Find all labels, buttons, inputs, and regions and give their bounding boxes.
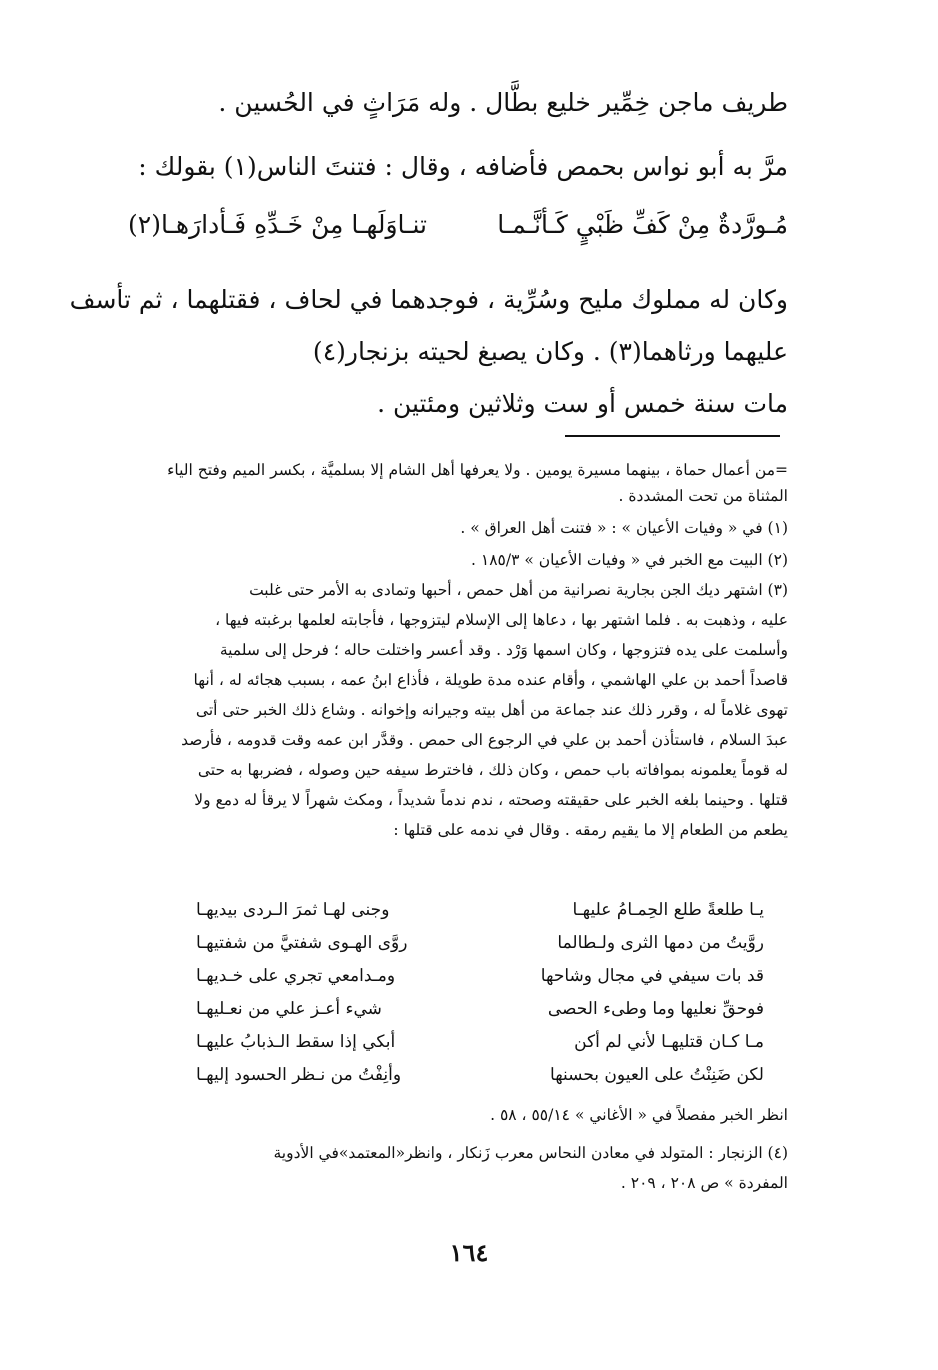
quoted-verse [128, 210, 788, 250]
page-number: ١٦٤ [449, 1238, 489, 1267]
verse-row [168, 1032, 788, 1062]
main-line-2: مرَّ به أبو نواس بحمص فأضافه ، وقال : فتنتَ الناس(١) بقولك : [138, 152, 788, 181]
footnote-line: يطعم من الطعام إلا ما يقيم رمقه . وقال في ندمه على قتلها : [393, 821, 788, 839]
footnote-line: قاصداً أحمد بن علي الهاشمي ، وأقام عنده مدة طويلة ، فأذاع ابنُ عمه ، بسبب هجائه له ، أنها [193, 671, 788, 689]
footnote-line: المثناة من تحت المشددة . [618, 487, 788, 505]
verse-first-half: فوحقِّ نعليها وما وطىء الحصى [547, 999, 764, 1019]
footnote-line: له قوماً يعلمونه بموافاته باب حمص ، وكان ذلك ، فاخترط سيفه حين وصوله ، فضربها به حتى [197, 761, 788, 779]
footnotes [108, 460, 788, 850]
footnote-4: (٤) الزنجار : المتولد في معادن النحاس معرب زَنكار ، وانظر«المعتمد»في الأدوية [273, 1144, 788, 1162]
verse-second-half: وجنى لهـا ثمرَ الـردى بيديهـا [196, 900, 390, 920]
verse-first-half: يـا طلعةً طلع الحِمـامُ عليهـا [572, 900, 764, 920]
footnote-line: =من أعمال حماة ، بينهما مسيرة يومين . ولا يعرفها أهل الشام إلا بسلميَّة ، بكسر الميم وفتح الياء [167, 461, 788, 479]
footnote-line: تهوى غلاماً له ، وقرر ذلك عند جماعة من أهل بيته وجيرانه وإخوانه . وشاع ذلك الخبر حتى أتى [195, 701, 788, 719]
verse-second-half: وأنِفْتُ من نـظر الحسود إليهـا [196, 1065, 402, 1085]
verse-second-half: شيء أعـز علي من نعـليهـا [196, 999, 382, 1019]
verse-row [168, 999, 788, 1029]
main-line-3: وكان له مملوك مليح وسُرِّية ، فوجدهما في لحاف ، فقتلهما ، ثم تأسف [69, 285, 788, 314]
verse-second-half: أبكي إذا سقط الـذبابُ عليهـا [196, 1032, 396, 1052]
verse-row [168, 933, 788, 963]
verse-row [168, 900, 788, 930]
main-text [138, 88, 788, 182]
footnote-line: المفردة » ص ٢٠٨ ، ٢٠٩ . [620, 1174, 788, 1192]
verse-row [168, 966, 788, 996]
verse-second-half: روَّى الهـوى شفتيَّ من شفتيهـا [196, 933, 408, 953]
verse-first-half: لكن ضَنِنْتُ على العيون بحسنها [550, 1065, 764, 1085]
footnote-line: عبدَ السلام ، فاستأذن أحمد بن علي في الرجوع الى حمص . وقدَّر ابن عمه وقت قدومه ، فأرصد [181, 731, 788, 749]
verse-row [168, 1065, 788, 1095]
footnote-line: وأسلمت على يده فتزوجها ، وكان اسمها وَرْد . وقد أعسر واختلت حاله ؛ فرحل إلى سلمية [219, 641, 788, 659]
verse-second-hemistich: تنـاوَلَهـا مِنْ خَـدِّهِ فَـأدارَهـا(٢) [128, 210, 427, 239]
footnote-line: قتلها . وحينما بلغه الخبر على حقيقته وصحته ، ندم ندماً شديداً ، ومكث شهراً لا يرقأ له دمع ولا [194, 791, 788, 809]
main-line-1: طريف ماجن خِمِّير خليع بطَّال . وله مَرَاثٍ في الحُسين . [218, 88, 788, 117]
verse-first-half: مـا كـان قتليهـا لأني لم أكن [574, 1032, 764, 1052]
main-line-5: مات سنة خمس أو ست وثلاثين ومئتين . [377, 389, 788, 418]
footnote-separator [565, 435, 780, 437]
footnote-2: (٢) البيت مع الخبر في « وفيات الأعيان » ١٨٥/٣ . [471, 551, 788, 569]
verse-second-half: ومـدامعي تجري على خـديهـا [196, 966, 396, 986]
main-line-4: عليهما ورثاهما(٣) . وكان يصبغ لحيته بزنجار(٤) [312, 337, 788, 366]
footnotes-continued [108, 1105, 788, 1203]
aghani-reference: انظر الخبر مفصلاً في « الأغاني » ٥٥/١٤ ، ٥٨ . [490, 1106, 788, 1124]
verse-first-half: روَّيتُ من دمها الثرى ولـطالما [557, 933, 764, 953]
footnote-line: عليه ، وذهبت به . فلما اشتهر بها ، دعاها إلى الإسلام ليتزوجها ، فأجابته لعلمها برغبته فيها ، [215, 611, 788, 629]
main-text-continued [69, 285, 788, 419]
verse-first-half: قد بات سيفي في مجال وشاحها [540, 966, 764, 986]
footnote-3: (٣) اشتهر ديك الجن بجارية نصرانية من أهل حمص ، أحبها وتمادى به الأمر حتى غلبت [249, 581, 788, 599]
verse-first-hemistich: مُـورَّدةٌ مِنْ كَفِّ ظَبْيٍ كَـأنَّـمـا [497, 210, 788, 239]
footnote-1: (١) في « وفيات الأعيان » : « فتنت أهل العراق » . [460, 519, 788, 537]
